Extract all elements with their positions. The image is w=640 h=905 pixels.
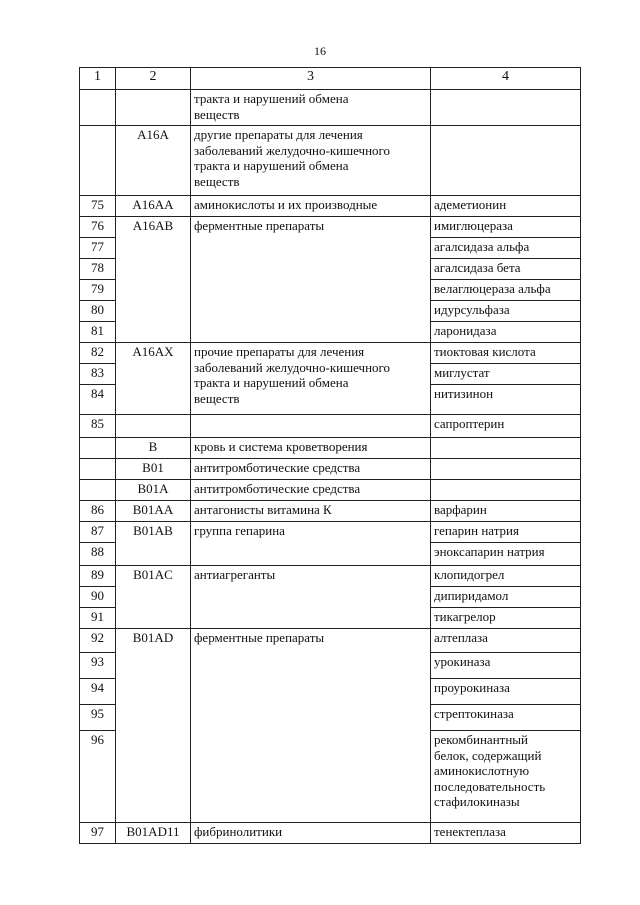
row-number-cell: 80 bbox=[80, 301, 116, 322]
header-cell-2: 2 bbox=[116, 68, 191, 90]
row-number-cell bbox=[80, 480, 116, 501]
drug-cell: тенектеплаза bbox=[431, 823, 581, 844]
row-number-cell: 95 bbox=[80, 705, 116, 731]
row-number-cell: 78 bbox=[80, 259, 116, 280]
drug-line: белок, содержащий bbox=[434, 747, 542, 763]
description-cell: антагонисты витамина К bbox=[191, 501, 431, 522]
drug-cell: велаглюцераза альфа bbox=[431, 280, 581, 301]
table-row bbox=[80, 501, 581, 522]
table-row bbox=[80, 522, 581, 543]
description-cell bbox=[191, 343, 431, 415]
drug-cell: проурокиназа bbox=[431, 679, 581, 705]
row-number-cell: 96 bbox=[80, 731, 116, 823]
atc-code-cell: A16AA bbox=[116, 196, 191, 217]
drug-cell: дипиридамол bbox=[431, 587, 581, 608]
page-number: 16 bbox=[314, 44, 326, 58]
table-row bbox=[80, 438, 581, 459]
drug-cell bbox=[431, 90, 581, 126]
table-row bbox=[80, 415, 581, 438]
drug-cell bbox=[431, 731, 581, 823]
atc-code-cell bbox=[116, 415, 191, 438]
drug-cell: идурсульфаза bbox=[431, 301, 581, 322]
row-number-cell: 76 bbox=[80, 217, 116, 238]
drug-cell: ларонидаза bbox=[431, 322, 581, 343]
row-number-cell: 82 bbox=[80, 343, 116, 364]
drug-cell bbox=[431, 459, 581, 480]
row-number-cell: 91 bbox=[80, 608, 116, 629]
drug-cell: тикагрелор bbox=[431, 608, 581, 629]
description-cell: фибринолитики bbox=[191, 823, 431, 844]
description-cell bbox=[191, 126, 431, 196]
drug-cell: имиглюцераза bbox=[431, 217, 581, 238]
drug-line: рекомбинантный bbox=[434, 732, 528, 747]
drug-cell: агалсидаза бета bbox=[431, 259, 581, 280]
atc-code-cell: B01 bbox=[116, 459, 191, 480]
description-line: заболеваний желудочно-кишечного bbox=[194, 142, 391, 158]
header-cell-1: 1 bbox=[80, 68, 116, 90]
header-cell-4: 4 bbox=[431, 68, 581, 90]
row-number-cell: 86 bbox=[80, 501, 116, 522]
drug-cell: тиоктовая кислота bbox=[431, 343, 581, 364]
row-number-cell: 81 bbox=[80, 322, 116, 343]
drug-cell: варфарин bbox=[431, 501, 581, 522]
table-row bbox=[80, 823, 581, 844]
row-number-cell bbox=[80, 90, 116, 126]
description-line: другие препараты для лечения bbox=[194, 127, 363, 142]
row-number-cell: 75 bbox=[80, 196, 116, 217]
description-line: веществ bbox=[194, 173, 240, 189]
description-line: заболеваний желудочно-кишечного bbox=[194, 359, 391, 375]
description-cell: группа гепарина bbox=[191, 522, 431, 566]
description-cell: ферментные препараты bbox=[191, 217, 431, 343]
description-line: тракта и нарушений обмена bbox=[194, 91, 349, 106]
drug-cell: стрептокиназа bbox=[431, 705, 581, 731]
drug-cell: клопидогрел bbox=[431, 566, 581, 587]
description-cell: ферментные препараты bbox=[191, 629, 431, 823]
drug-cell: урокиназа bbox=[431, 653, 581, 679]
table-row bbox=[80, 126, 581, 196]
description-cell bbox=[191, 90, 431, 126]
atc-code-cell: B01AB bbox=[116, 522, 191, 566]
table-row bbox=[80, 343, 581, 364]
description-cell bbox=[191, 415, 431, 438]
row-number-cell: 89 bbox=[80, 566, 116, 587]
table-row bbox=[80, 629, 581, 653]
description-cell: антитромботические средства bbox=[191, 480, 431, 501]
drug-cell bbox=[431, 438, 581, 459]
row-number-cell: 85 bbox=[80, 415, 116, 438]
table-row bbox=[80, 196, 581, 217]
row-number-cell: 83 bbox=[80, 364, 116, 385]
table-row bbox=[80, 217, 581, 238]
row-number-cell bbox=[80, 126, 116, 196]
description-cell: аминокислоты и их производные bbox=[191, 196, 431, 217]
atc-code-cell: B bbox=[116, 438, 191, 459]
atc-code-cell bbox=[116, 90, 191, 126]
row-number-cell bbox=[80, 438, 116, 459]
drug-cell: агалсидаза альфа bbox=[431, 238, 581, 259]
row-number-cell bbox=[80, 459, 116, 480]
drug-cell: нитизинон bbox=[431, 385, 581, 415]
table-row bbox=[80, 480, 581, 501]
drug-cell: алтеплаза bbox=[431, 629, 581, 653]
drug-cell bbox=[431, 480, 581, 501]
atc-code-cell: B01AD11 bbox=[116, 823, 191, 844]
row-number-cell: 90 bbox=[80, 587, 116, 608]
drug-line: последовательность bbox=[434, 778, 546, 794]
header-cell-3: 3 bbox=[191, 68, 431, 90]
atc-code-cell: A16AX bbox=[116, 343, 191, 415]
row-number-cell: 92 bbox=[80, 629, 116, 653]
row-number-cell: 84 bbox=[80, 385, 116, 415]
atc-code-cell: A16A bbox=[116, 126, 191, 196]
row-number-cell: 87 bbox=[80, 522, 116, 543]
drug-line: аминокислотную bbox=[434, 763, 530, 778]
atc-code-cell: B01AD bbox=[116, 629, 191, 823]
description-line: прочие препараты для лечения bbox=[194, 344, 365, 359]
row-number-cell: 79 bbox=[80, 280, 116, 301]
description-cell: антиагреганты bbox=[191, 566, 431, 629]
drug-cell: миглустат bbox=[431, 364, 581, 385]
description-cell: кровь и система кроветворения bbox=[191, 438, 431, 459]
atc-code-cell: A16AB bbox=[116, 217, 191, 343]
drug-cell: сапроптерин bbox=[431, 415, 581, 438]
drug-cell: гепарин натрия bbox=[431, 522, 581, 543]
description-line: тракта и нарушений обмена bbox=[194, 158, 349, 173]
row-number-cell: 94 bbox=[80, 679, 116, 705]
drug-cell: адеметионин bbox=[431, 196, 581, 217]
drug-cell: эноксапарин натрия bbox=[431, 543, 581, 566]
row-number-cell: 88 bbox=[80, 543, 116, 566]
table-row bbox=[80, 90, 581, 126]
row-number-cell: 93 bbox=[80, 653, 116, 679]
description-line: веществ bbox=[194, 106, 240, 122]
table-header-row bbox=[80, 68, 581, 90]
row-number-cell: 97 bbox=[80, 823, 116, 844]
description-cell: антитромботические средства bbox=[191, 459, 431, 480]
drug-table bbox=[79, 67, 581, 844]
drug-line: стафилокиназы bbox=[434, 794, 520, 809]
drug-cell bbox=[431, 126, 581, 196]
row-number-cell: 77 bbox=[80, 238, 116, 259]
description-line: тракта и нарушений обмена bbox=[194, 375, 349, 390]
table-row bbox=[80, 566, 581, 587]
atc-code-cell: B01AC bbox=[116, 566, 191, 629]
atc-code-cell: B01AA bbox=[116, 501, 191, 522]
atc-code-cell: B01A bbox=[116, 480, 191, 501]
table-row bbox=[80, 459, 581, 480]
description-line: веществ bbox=[194, 390, 240, 406]
